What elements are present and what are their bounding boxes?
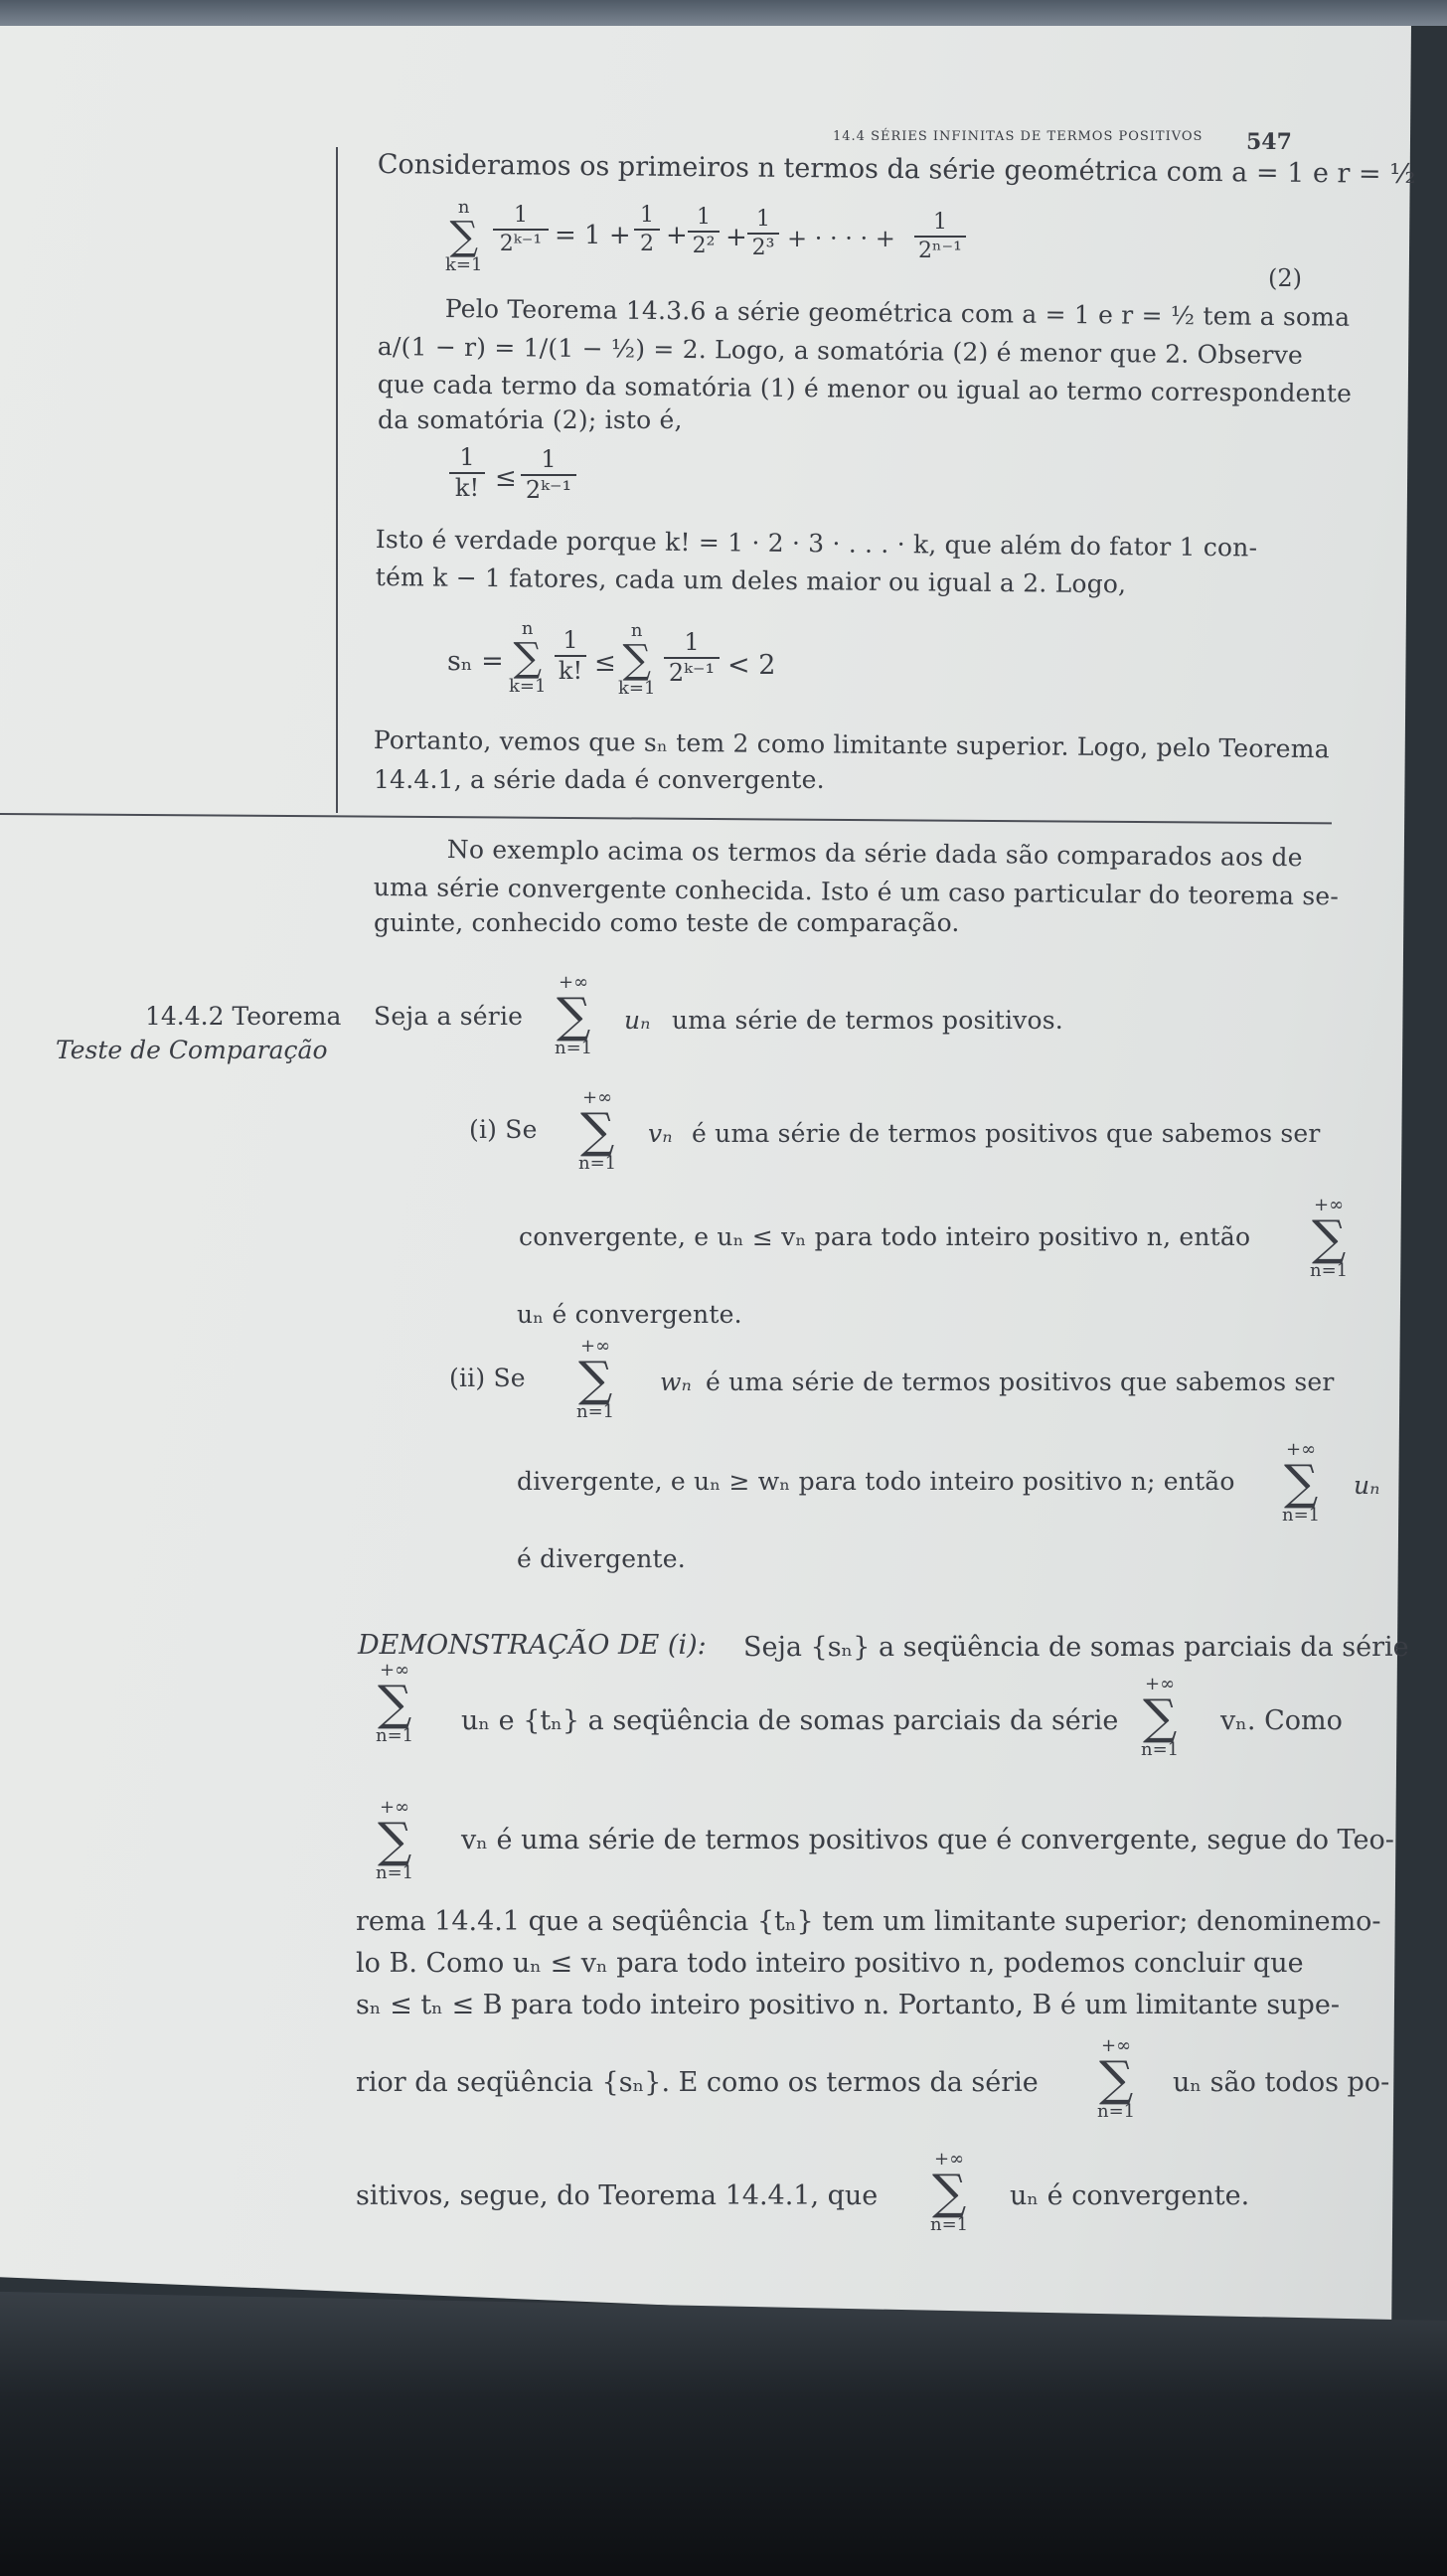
- intro-line-1: No exemplo acima os termos da série dada são comparados aos de: [446, 835, 1303, 873]
- part-ii-line-3: é divergente.: [517, 1544, 686, 1573]
- eq2-frac-4: 1 2³: [747, 208, 779, 259]
- sn-frac-2: 1 2ᵏ⁻¹: [664, 630, 720, 686]
- part-ii-line-2: divergente, e uₙ ≥ wₙ para todo inteiro positivo n; então: [517, 1467, 1235, 1496]
- sum-symbol-proof-4: +∞ ∑ n=1: [1097, 2035, 1136, 2122]
- proof-line-1: Seja {sₙ} a seqüência de somas parciais da série: [743, 1632, 1409, 1663]
- part-ii-line-2-term: uₙ: [1354, 1471, 1380, 1500]
- para2-line-3: que cada termo da somatória (1) é menor ou igual ao termo correspondente: [377, 370, 1353, 408]
- ineq-right-frac: 1 2ᵏ⁻¹: [521, 447, 576, 503]
- sum-symbol-part-i-2: +∞ ∑ n=1: [1310, 1195, 1349, 1281]
- proof-line-3: vₙ é uma série de termos positivos que é convergente, segue do Teo-: [461, 1825, 1394, 1855]
- example-line-1: Consideramos os primeiros n termos da série geométrica com a = 1 e r = ½: [377, 149, 1416, 191]
- proof-line-7a: rior da seqüência {sₙ}. E como os termos da série: [356, 2067, 1039, 2098]
- para2-line-2: a/(1 − r) = 1/(1 − ½) = 2. Logo, a somatória (2) é menor que 2. Observe: [377, 332, 1304, 370]
- sum-symbol-proof-1: +∞ ∑ n=1: [376, 1660, 414, 1746]
- intro-line-3: guinte, conhecido como teste de comparação.: [374, 908, 960, 937]
- theorem-statement-pre: Seja a série: [374, 1002, 524, 1031]
- intro-line-2: uma série convergente conhecida. Isto é um caso particular do teorema se-: [373, 873, 1340, 911]
- running-title: 14.4 SÉRIES INFINITAS DE TERMOS POSITIVOS: [833, 129, 1204, 144]
- sum-symbol-proof-3: +∞ ∑ n=1: [376, 1797, 414, 1883]
- para4-line-2: 14.4.1, a série dada é convergente.: [374, 765, 825, 794]
- theorem-term: uₙ: [624, 1006, 651, 1035]
- sn-le: ≤: [594, 648, 616, 678]
- sum-symbol-sn-2: n ∑ k=1: [618, 620, 656, 699]
- eq2-label: (2): [1268, 264, 1302, 292]
- part-ii-label: (ii) Se: [449, 1364, 526, 1392]
- ineq-op: ≤: [495, 463, 517, 493]
- sum-symbol-part-ii-2: +∞ ∑ n=1: [1282, 1439, 1321, 1526]
- part-ii-line-1: é uma série de termos positivos que sabemos ser: [706, 1368, 1335, 1396]
- para2-line-4: da somatória (2); isto é,: [378, 405, 683, 434]
- example-left-rule: [336, 147, 338, 813]
- proof-line-2a: uₙ e {tₙ} a seqüência de somas parciais da série: [461, 1705, 1119, 1736]
- dark-surface-below-page: [0, 2286, 1447, 2576]
- sum-symbol-sn-1: n ∑ k=1: [509, 618, 547, 697]
- sum-symbol-part-i: +∞ ∑ n=1: [578, 1087, 617, 1174]
- para2-line-1: Pelo Teorema 14.3.6 a série geométrica com a = 1 e r = ½ tem a soma: [444, 294, 1351, 332]
- theorem-statement-post: uma série de termos positivos.: [672, 1006, 1063, 1035]
- part-i-line-3: uₙ é convergente.: [517, 1300, 742, 1329]
- eq2-frac-5: 1 2ⁿ⁻¹: [914, 211, 966, 262]
- sum-symbol-theorem: +∞ ∑ n=1: [555, 972, 593, 1058]
- eq2-eq-one: = 1 +: [555, 221, 631, 250]
- part-i-line-2: convergente, e uₙ ≤ vₙ para todo inteiro positivo n, então: [519, 1222, 1251, 1251]
- proof-line-2b: vₙ. Como: [1220, 1705, 1343, 1736]
- proof-line-8b: uₙ é convergente.: [1010, 2180, 1250, 2211]
- part-i-label: (i) Se: [469, 1115, 538, 1144]
- eq2-frac-1: 1 2ᵏ⁻¹: [493, 204, 549, 255]
- para3-line-1: Isto é verdade porque k! = 1 · 2 · 3 · . . . · k, que além do fator 1 con-: [375, 525, 1258, 563]
- proof-heading: DEMONSTRAÇÃO DE (i):: [358, 1630, 707, 1661]
- ineq-left-frac: 1 k!: [449, 445, 485, 501]
- page-top-edge: [0, 0, 1447, 26]
- part-i-term: vₙ: [648, 1119, 673, 1148]
- para4-line-1: Portanto, vemos que sₙ tem 2 como limitante superior. Logo, pelo Teorema: [373, 725, 1330, 764]
- theorem-number: 14.4.2 Teorema: [145, 1002, 342, 1031]
- proof-line-5: lo B. Como uₙ ≤ vₙ para todo inteiro positivo n, podemos concluir que: [356, 1948, 1304, 1979]
- para3-line-2: tém k − 1 fatores, cada um deles maior ou igual a 2. Logo,: [375, 563, 1127, 599]
- sum-symbol-eq2: n ∑ k=1: [445, 197, 483, 275]
- sum-symbol-proof-5: +∞ ∑ n=1: [930, 2149, 969, 2235]
- eq2-frac-3: 1 2²: [688, 206, 720, 257]
- sn-frac-1: 1 k!: [555, 628, 586, 684]
- sn-lhs: sₙ =: [447, 646, 504, 677]
- eq2-frac-2: 1 2: [634, 204, 660, 255]
- proof-line-6: sₙ ≤ tₙ ≤ B para todo inteiro positivo n. Portanto, B é um limitante supe-: [356, 1990, 1340, 2020]
- proof-line-7b: uₙ são todos po-: [1173, 2067, 1390, 2098]
- proof-line-8a: sitivos, segue, do Teorema 14.4.1, que: [356, 2180, 879, 2211]
- proof-line-4: rema 14.4.1 que a seqüência {tₙ} tem um limitante superior; denominemo-: [356, 1906, 1381, 1937]
- sum-symbol-proof-2: +∞ ∑ n=1: [1141, 1674, 1180, 1760]
- theorem-name: Teste de Comparação: [56, 1036, 328, 1064]
- page-number: 547: [1246, 129, 1292, 155]
- sn-rhs: < 2: [727, 650, 776, 681]
- sum-symbol-part-ii: +∞ ∑ n=1: [576, 1336, 615, 1422]
- part-i-line-1: é uma série de termos positivos que sabemos ser: [692, 1119, 1321, 1148]
- eq2-dots: + · · · · +: [787, 225, 895, 252]
- part-ii-term: wₙ: [660, 1368, 692, 1396]
